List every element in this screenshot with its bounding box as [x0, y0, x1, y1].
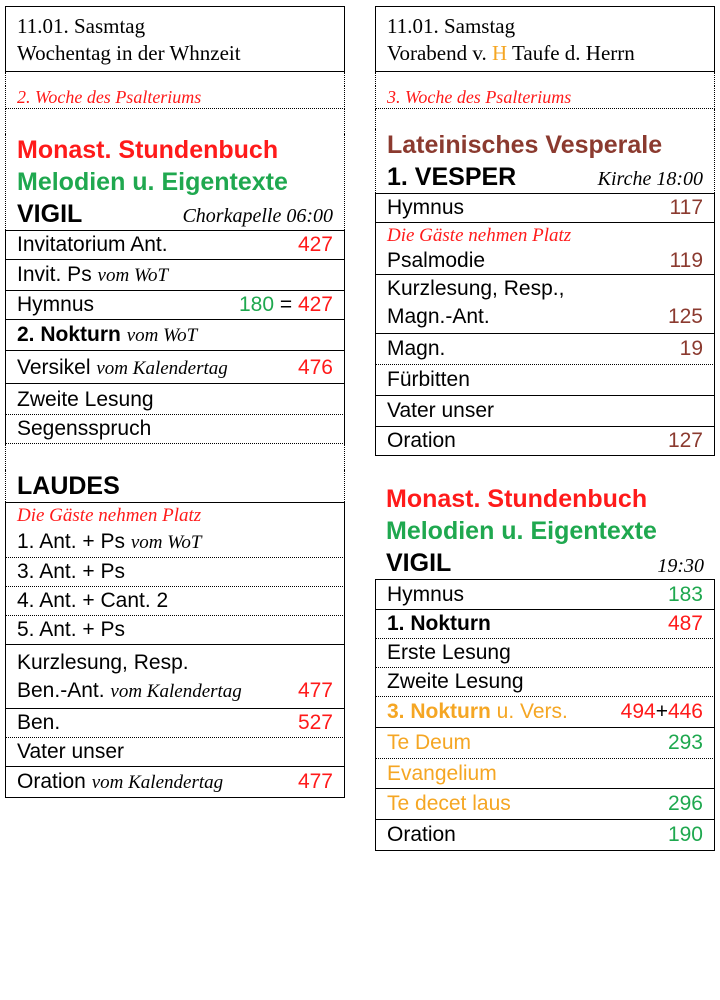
left-row-oration: Oration vom Kalendertag 477: [5, 767, 345, 798]
right-row-kurzlesung: Kurzlesung, Resp.,: [375, 275, 715, 303]
left-row-vater-unser: Vater unser: [5, 738, 345, 767]
right-row-psalmodie: Psalmodie 119: [375, 248, 715, 275]
left-title-melodien: Melodien u. Eigentexte: [17, 168, 288, 196]
left-row-ant4: 4. Ant. + Cant. 2: [5, 587, 345, 616]
left-row-ben: Ben. 527: [5, 709, 345, 738]
right-week: 3. Woche des Psalteriums: [387, 87, 572, 107]
left-guests-note: Die Gäste nehmen Platz: [5, 502, 345, 528]
right-date: 11.01. Samstag: [387, 14, 516, 38]
left-row-invitatorium: Invitatorium Ant. 427: [5, 230, 345, 260]
left-vigil-label: VIGIL: [17, 200, 83, 228]
left-row-ant1: 1. Ant. + Ps vom WoT: [5, 528, 345, 558]
right-day-desc: Vorabend v. H Taufe d. Herrn: [387, 41, 635, 65]
right-row-nokturn1: 1. Nokturn 487: [375, 610, 715, 639]
left-vigil-place: Chorkapelle 06:00: [182, 205, 333, 227]
left-row-ben-ant: Ben.-Ant. vom Kalendertag 477: [5, 677, 345, 709]
left-row-ant3: 3. Ant. + Ps: [5, 558, 345, 587]
right-row-hymnus: Hymnus 117: [375, 193, 715, 223]
left-row-hymnus: Hymnus 180 = 427: [5, 290, 345, 320]
right-vesper-heading: [376, 161, 714, 193]
right-row-magn: Magn. 19: [375, 334, 715, 365]
right-row-zweite-lesung: Zweite Lesung: [375, 668, 715, 697]
right-row-oration-vesper: Oration 127: [375, 427, 715, 456]
left-row-ant5: 5. Ant. + Ps: [5, 616, 345, 645]
right-row-erste-lesung: Erste Lesung: [375, 639, 715, 668]
right-row-oration-vigil: Oration 190: [375, 820, 715, 851]
left-column: [5, 6, 345, 798]
right-title-latin: Lateinisches Vesperale: [387, 131, 663, 159]
left-row-nokturn2: 2. Nokturn vom WoT: [5, 320, 345, 350]
left-title-stundenbuch: Monast. Stundenbuch: [17, 136, 279, 164]
right-vigil-heading: [375, 547, 715, 579]
left-row-zweite-lesung: Zweite Lesung: [5, 384, 345, 415]
right-header: [375, 6, 715, 72]
right-vesper-label: 1. VESPER: [387, 163, 517, 191]
left-day-desc: Wochentag in der Whnzeit: [17, 41, 241, 65]
right-vigil-label: VIGIL: [386, 549, 452, 577]
right-column: [375, 6, 715, 851]
left-vigil-heading: [6, 198, 344, 230]
right-row-te-decet: Te decet laus 296: [375, 789, 715, 820]
right-row-vigil-hymnus: Hymnus 183: [375, 579, 715, 610]
left-laudes-heading: LAUDES: [17, 472, 120, 500]
right-row-nokturn3: 3. Nokturn u. Vers. 494+446: [375, 697, 715, 728]
right-row-magn-ant: Magn.-Ant. 125: [375, 303, 715, 334]
left-row-versikel: Versikel vom Kalendertag 476: [5, 350, 345, 384]
left-row-segensspruch: Segensspruch: [5, 415, 345, 444]
left-date: 11.01. Sasmtag: [17, 14, 146, 38]
right-vigil-place: 19:30: [657, 555, 704, 577]
right-row-te-deum: Te Deum 293: [375, 728, 715, 759]
left-header: [5, 6, 345, 72]
right-vesper-place: Kirche 18:00: [597, 168, 703, 190]
right-title-stundenbuch: Monast. Stundenbuch: [386, 485, 648, 513]
right-row-evangelium: Evangelium: [375, 759, 715, 789]
right-row-fuerbitten: Fürbitten: [375, 365, 715, 396]
right-row-vater-unser: Vater unser: [375, 396, 715, 427]
right-guests-note: Die Gäste nehmen Platz: [375, 223, 715, 248]
left-row-kurzlesung: Kurzlesung, Resp.: [5, 645, 345, 677]
left-week: 2. Woche des Psalteriums: [17, 87, 202, 107]
right-title-melodien: Melodien u. Eigentexte: [386, 517, 657, 545]
left-row-invit-ps: Invit. Ps vom WoT: [5, 260, 345, 290]
